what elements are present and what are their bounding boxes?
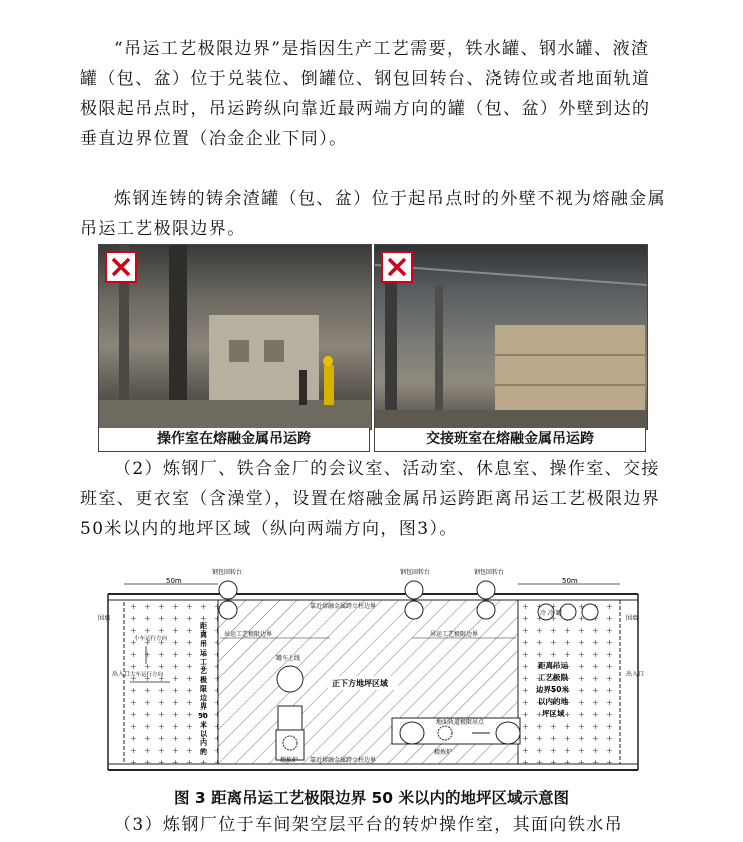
photo-operation-room xyxy=(98,244,372,430)
turret-label-3: 钢包回转台 xyxy=(474,569,505,576)
dim-right-label: 50m xyxy=(562,577,578,585)
photo-shift-room-scene xyxy=(375,245,647,429)
cross-mark-icon xyxy=(105,251,137,283)
wall-left-label: 围墙 xyxy=(98,615,111,622)
entry-right-label: 出入口 xyxy=(626,671,645,678)
center-zone-label: 正下方地坪区域 xyxy=(332,679,388,688)
turret-circle xyxy=(219,581,237,599)
wall-right-label: 围墙 xyxy=(626,615,639,622)
paragraph-item-2: （2）炼钢厂、铁合金厂的会议室、活动室、休息室、操作室、交接班室、更衣室（含澡堂），设置在熔融金属吊运跨距离吊运工艺极限边界50米以内的地坪区域（纵向两端方向，图3）。 xyxy=(80,459,661,539)
turret-circle xyxy=(219,601,237,619)
photo-shift-room xyxy=(374,244,648,430)
paragraph-definition: “吊运工艺极限边界”是指因生产工艺需要，铁水罐、钢水罐、液渣罐（包、盆）位于兑装位、倒罐位、钢包回转台、浇铸位或者地面轨道极限起吊点时，吊运跨纵向靠近最两端方向的罐（包、盆）外壁到达的垂直边界位置（冶金企业下同）。 xyxy=(80,39,651,149)
turret-circle xyxy=(477,581,495,599)
right-50m-zone xyxy=(518,600,620,764)
entry-left-label: 出入口 xyxy=(112,671,131,678)
figure-caption: 图 3 距离吊运工艺极限边界 50 米以内的地坪区域示意图 xyxy=(174,789,569,807)
crane-icons-label: 冷 冷 罐 xyxy=(540,610,562,617)
small-crane-label: 小车运行方向 xyxy=(134,636,168,642)
tank-label: 罐车上线 xyxy=(276,655,301,662)
big-crane-label: 大车运行方向 xyxy=(130,672,164,678)
cross-mark-icon xyxy=(381,251,413,283)
photo-operation-room-scene xyxy=(99,245,371,429)
photo-caption-shift-room: 交接班室在熔融金属吊运跨 xyxy=(374,428,646,452)
dim-left-label: 50m xyxy=(166,577,182,585)
paragraph-exception: 炼钢连铸的铸余渣罐（包、盆）位于起吊点时的外壁不视为熔融金属吊运工艺极限边界。 xyxy=(80,189,666,239)
boundary-bottom-label: 靠近熔融金属跨立柱边界 xyxy=(310,757,377,764)
turret-label-2: 钢包回转台 xyxy=(400,569,431,576)
photo-caption-operation-room: 操作室在熔融金属吊运跨 xyxy=(98,428,370,452)
converter-left-label: 精炼炉 xyxy=(280,757,299,764)
photo-panel xyxy=(94,244,647,452)
rail-limit-label: 地面轨道极限吊点 xyxy=(436,719,485,726)
floor-zone-svg xyxy=(98,569,646,781)
limit-left-label: 吊运工艺极限边界 xyxy=(224,631,273,638)
turret-circle xyxy=(405,581,423,599)
converter-right-label: 精炼炉 xyxy=(434,749,453,756)
turret-circle xyxy=(405,601,423,619)
boundary-top-label: 靠近熔融金属跨立柱边界 xyxy=(310,603,377,610)
paragraph-item-3: （3）炼钢厂位于车间架空层平台的转炉操作室，其面向铁水吊 xyxy=(114,815,624,835)
right-zone-label: 距离吊运 工艺极限 边界50米 以内的地 坪区域 xyxy=(536,661,569,718)
floor-zone-diagram xyxy=(98,569,646,785)
tank-circle xyxy=(277,666,303,692)
limit-right-label: 吊运工艺极限边界 xyxy=(430,631,479,638)
rail-box xyxy=(278,706,302,730)
turret-label-1: 钢包回转台 xyxy=(212,569,243,576)
turret-circle xyxy=(477,601,495,619)
left-zone-label: 距 离 吊 运 工 艺 极 限 边 界 50 米 以 内 的 xyxy=(198,622,208,756)
